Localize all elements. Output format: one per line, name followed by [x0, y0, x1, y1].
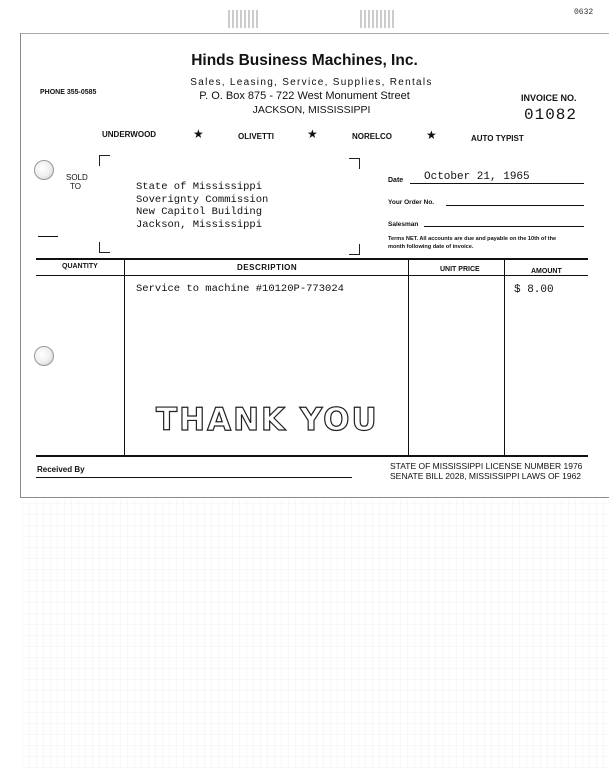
salesman-label: Salesman — [388, 221, 419, 228]
license-line-1: STATE OF MISSISSIPPI LICENSE NUMBER 1976 — [390, 461, 583, 471]
received-by-label: Received By — [37, 465, 85, 474]
salesman-line — [424, 226, 584, 227]
address: P. O. Box 875 - 722 West Monument Street — [199, 90, 410, 102]
order-line — [446, 205, 584, 206]
header-description: DESCRIPTION — [237, 263, 298, 272]
scan-smudge — [228, 10, 258, 28]
form-bottom-edge — [20, 497, 609, 498]
date-line — [410, 183, 584, 184]
brand-norelco: NORELCO — [352, 132, 392, 141]
margin-tick — [38, 236, 58, 237]
header-amount: AMOUNT — [531, 268, 562, 275]
table-bottom-border — [36, 455, 588, 457]
form-left-edge — [20, 33, 21, 498]
address-line: State of Mississippi — [136, 181, 263, 193]
date-label: Date — [388, 177, 404, 184]
star-icon: ★ — [426, 128, 437, 142]
phone-number: PHONE 355-0585 — [40, 89, 97, 96]
star-icon: ★ — [193, 127, 204, 141]
company-name: Hinds Business Machines, Inc. — [191, 52, 418, 69]
order-label: Your Order No. — [388, 199, 435, 206]
invoice-number: 01082 — [524, 106, 578, 124]
row-description: Service to machine #10120P-773024 — [136, 283, 344, 295]
top-stamp: 0632 — [574, 8, 594, 17]
form-top-edge — [20, 33, 609, 34]
address-line: Soverignty Commission — [136, 193, 269, 206]
date-value: October 21, 1965 — [424, 171, 530, 183]
star-icon: ★ — [307, 127, 318, 141]
brand-underwood: UNDERWOOD — [102, 130, 157, 139]
address-bracket — [99, 155, 110, 166]
address-line: New Capitol Building — [136, 206, 263, 218]
brand-auto-typist: AUTO TYPIST — [471, 134, 524, 143]
sold-to-address — [136, 181, 268, 231]
received-by-line — [36, 477, 352, 478]
invoice-label: INVOICE NO. — [521, 93, 577, 103]
address-line: Jackson, Mississippi — [136, 218, 263, 231]
header-quantity: QUANTITY — [62, 263, 98, 270]
table-top-border — [36, 258, 588, 260]
header-unit-price: UNIT PRICE — [440, 266, 480, 273]
address-bracket — [349, 244, 360, 255]
license-line-2: SENATE BILL 2028, MISSISSIPPI LAWS OF 1962 — [390, 471, 582, 481]
table-header-border — [36, 275, 588, 276]
to-label: TO — [70, 182, 81, 191]
brand-olivetti: OLIVETTI — [238, 132, 274, 141]
address-bracket — [349, 158, 360, 169]
thank-you-stamp: THANK YOU — [156, 402, 379, 438]
row-amount: $ 8.00 — [514, 284, 554, 296]
punch-hole-icon — [34, 160, 54, 180]
city-state: JACKSON, MISSISSIPPI — [252, 104, 371, 116]
scan-noise-background — [22, 500, 609, 768]
punch-hole-icon — [34, 346, 54, 366]
payment-terms: Terms NET. All accounts are due and payable on the 10th of the month following date of invoice. — [388, 236, 557, 250]
scan-smudge — [360, 10, 394, 28]
sold-label: SOLD — [66, 173, 88, 182]
tagline: Sales, Leasing, Service, Supplies, Rentals — [190, 77, 433, 88]
column-divider — [124, 260, 125, 456]
column-divider — [504, 260, 505, 456]
address-bracket — [99, 242, 110, 253]
column-divider — [408, 260, 409, 456]
